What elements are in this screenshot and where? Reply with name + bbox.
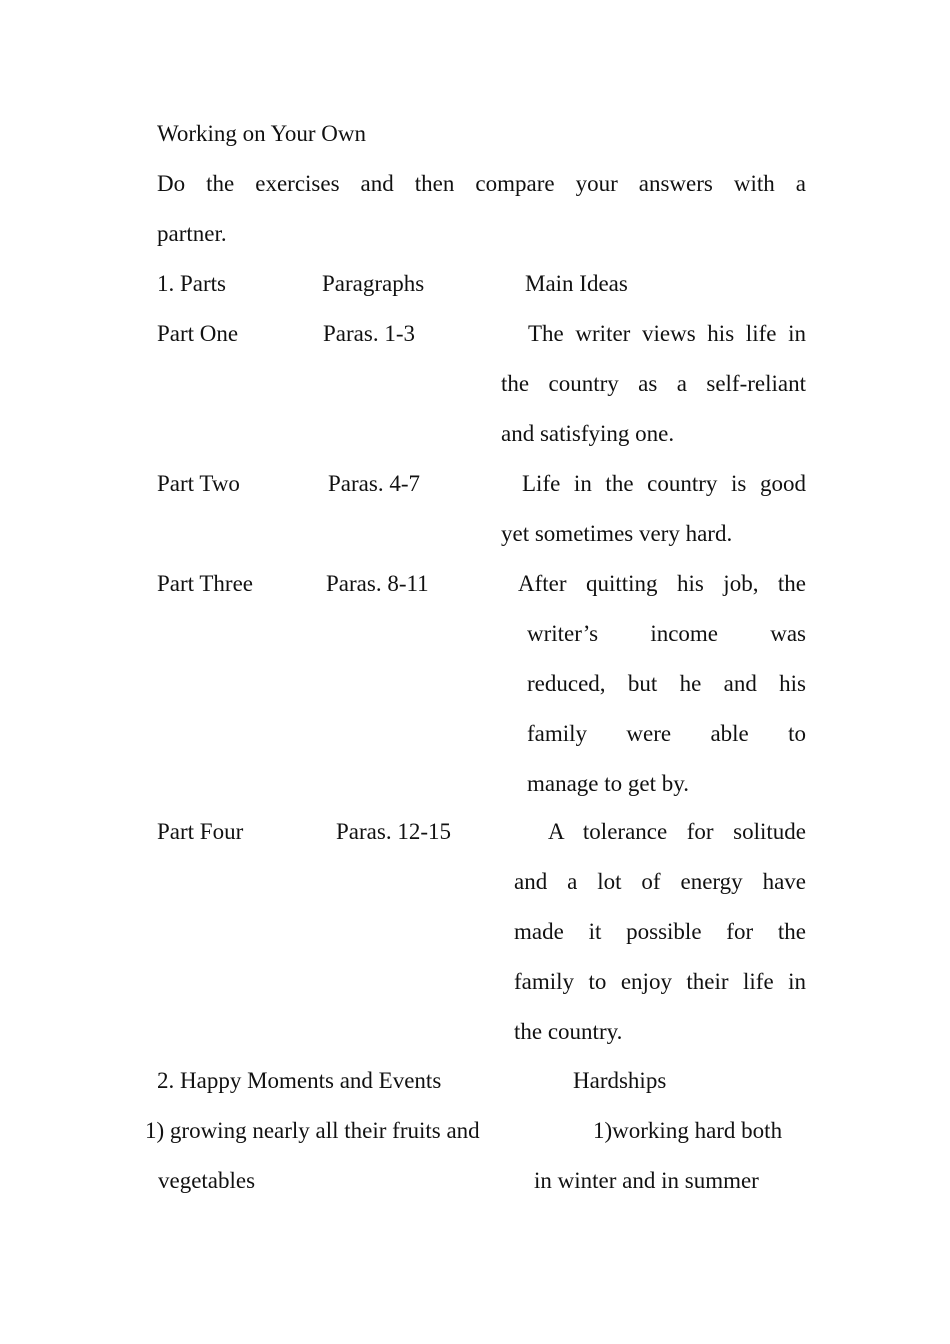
main-idea-line: manage to get by. [527, 771, 690, 796]
col-header-hardships: Hardships [573, 1068, 667, 1093]
main-idea-line: the country. [514, 1019, 623, 1044]
paras-label: Paras. 12-15 [336, 819, 451, 844]
col-header-main-ideas: Main Ideas [525, 271, 628, 296]
part-label: Part Two [157, 471, 240, 496]
part-label: Part Four [157, 819, 244, 844]
hardship-item-line: in winter and in summer [534, 1168, 759, 1193]
col-header-parts: 1. Parts [157, 271, 226, 296]
hardship-item-line: 1)working hard both [593, 1118, 783, 1143]
main-idea-line: The writer views his life in [528, 321, 806, 346]
main-idea-line: writer’s income was [527, 621, 806, 646]
main-idea-line: Life in the country is good [522, 471, 806, 496]
main-idea-line: and satisfying one. [501, 421, 675, 446]
happy-item-line: 1) growing nearly all their fruits and [145, 1118, 480, 1143]
part-label: Part Three [157, 571, 254, 596]
col-header-happy-moments: 2. Happy Moments and Events [157, 1068, 442, 1093]
section-heading: Working on Your Own [157, 121, 366, 146]
instruction-line-2: partner. [157, 221, 227, 246]
main-idea-line: reduced, but he and his [527, 671, 806, 696]
main-idea-line: family to enjoy their life in [514, 969, 806, 994]
main-idea-line: and a lot of energy have [514, 869, 806, 894]
main-idea-line: yet sometimes very hard. [501, 521, 733, 546]
instruction-line-1: Do the exercises and then compare your answers with a [157, 171, 806, 196]
col-header-paragraphs: Paragraphs [322, 271, 425, 296]
paras-label: Paras. 1-3 [323, 321, 415, 346]
main-idea-line: the country as a self-reliant [501, 371, 806, 396]
part-label: Part One [157, 321, 239, 346]
happy-item-line: vegetables [158, 1168, 256, 1193]
main-idea-line: A tolerance for solitude [548, 819, 806, 844]
main-idea-line: After quitting his job, the [518, 571, 806, 596]
main-idea-line: made it possible for the [514, 919, 806, 944]
paras-label: Paras. 4-7 [328, 471, 420, 496]
main-idea-line: family were able to [527, 721, 806, 746]
paras-label: Paras. 8-11 [326, 571, 429, 596]
